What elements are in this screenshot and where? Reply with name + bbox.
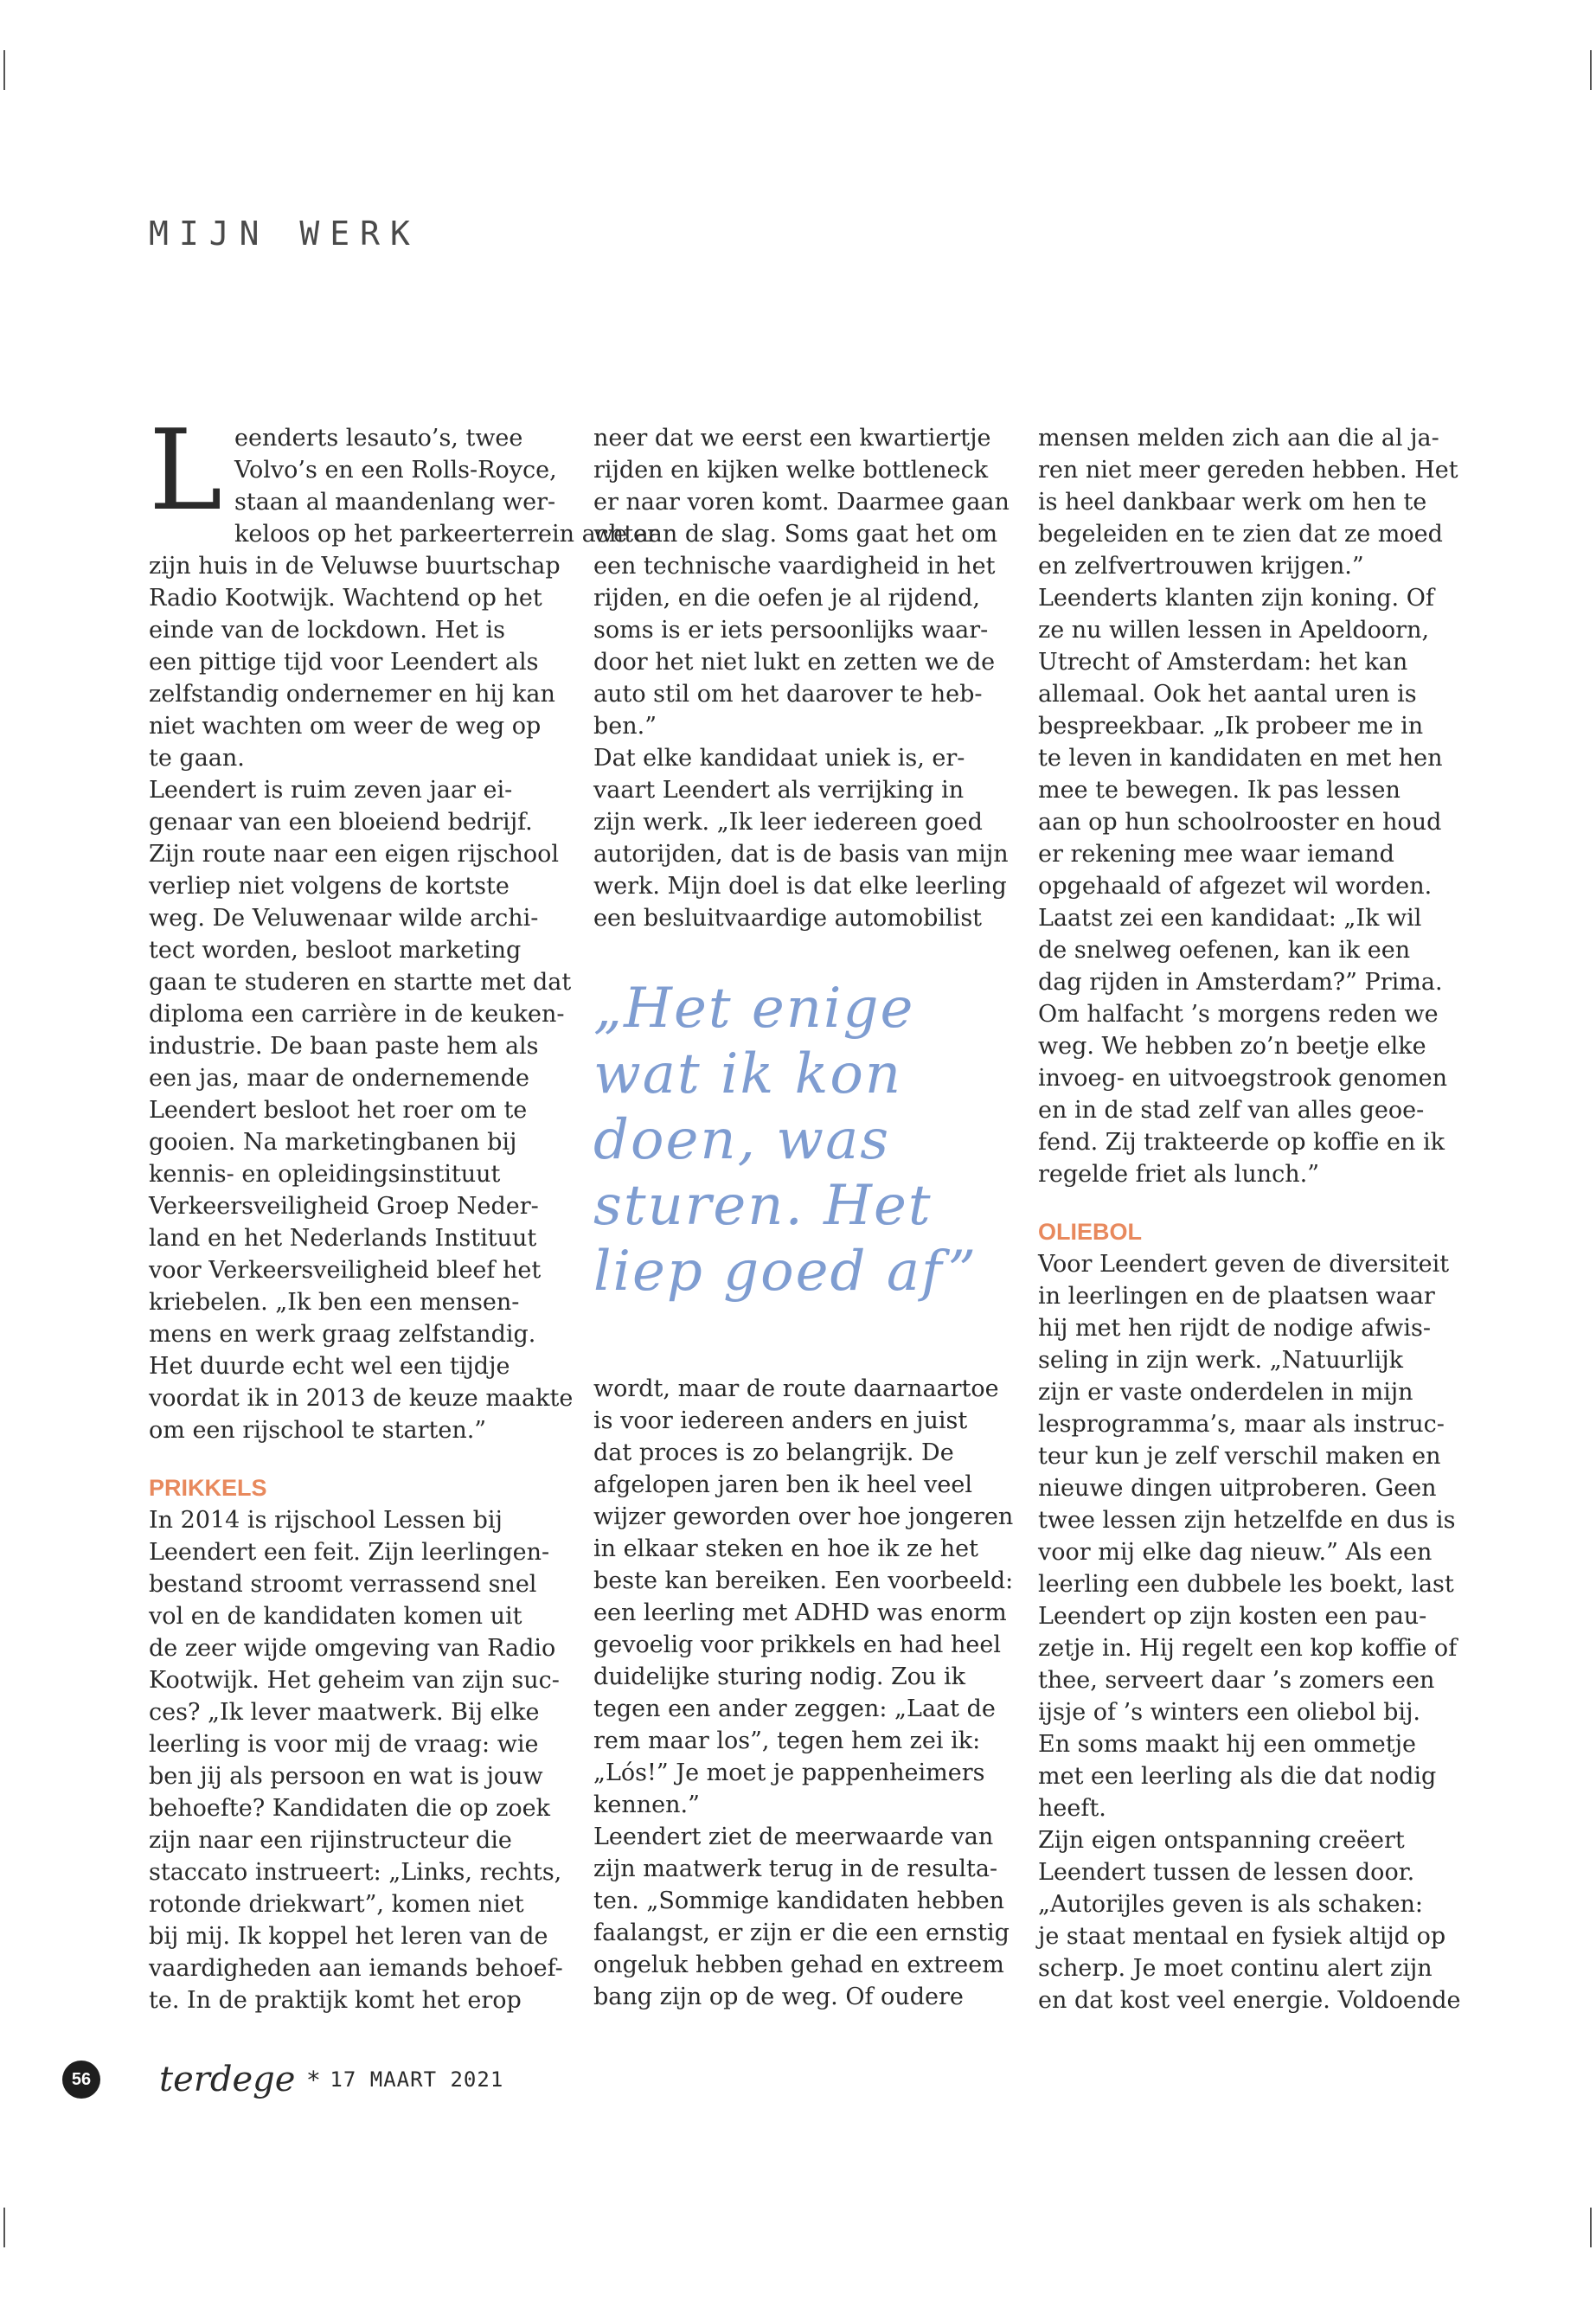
text-line: Voor Leendert geven de diversiteit (1038, 1251, 1450, 1278)
text-line: einde van de lockdown. Het is (149, 617, 506, 644)
text-line: zelfstandig ondernemer en hij kan (149, 681, 555, 708)
text-line: Zijn route naar een eigen rijschool (149, 841, 559, 868)
text-line: om een rijschool te starten.” (149, 1417, 487, 1444)
text-line: een jas, maar de ondernemende (149, 1065, 529, 1092)
article-column-2 (593, 422, 1012, 934)
asterisk-icon: * (307, 2065, 320, 2094)
page-number: 56 (62, 2061, 100, 2099)
text-line: begeleiden en te zien dat ze moed (1038, 521, 1443, 548)
text-line: gevoelig voor prikkels en had heel (593, 1631, 1002, 1658)
text-line: ces? „Ik lever maatwerk. Bij elke (149, 1699, 540, 1726)
pull-quote-line: wat ik kon (593, 1042, 903, 1106)
text-line: zijn naar een rijinstructeur die (149, 1827, 512, 1854)
magazine-logo: terdege (159, 2060, 296, 2099)
text-line: in elkaar steken en hoe ik ze het (593, 1535, 978, 1562)
text-line: mens en werk graag zelfstandig. (149, 1321, 536, 1348)
text-line: niet wachten om weer de weg op (149, 713, 542, 740)
text-line: werk. Mijn doel is dat elke leerling (593, 873, 1007, 900)
text-line: bij mij. Ik koppel het leren van de (149, 1923, 548, 1950)
text-line: diploma een carrière in de keuken- (149, 1001, 565, 1028)
text-line: ben jij als persoon en wat is jouw (149, 1763, 543, 1790)
text-line: wijzer geworden over hoe jongeren (593, 1503, 1014, 1530)
page-footer (62, 2061, 503, 2099)
text-line: je staat mentaal en fysiek altijd op (1038, 1923, 1446, 1950)
text-line: Kootwijk. Het geheim van zijn suc- (149, 1667, 560, 1694)
text-line: afgelopen jaren ben ik heel veel (593, 1471, 973, 1498)
text-line: regelde friet als lunch.” (1038, 1161, 1320, 1188)
text-line: te gaan. (149, 745, 245, 772)
text-line: Laatst zei een kandidaat: „Ik wil (1038, 905, 1422, 932)
text-line: zetje in. Hij regelt een kop koffie of (1038, 1635, 1458, 1662)
text-line: de snelweg oefenen, kan ik een (1038, 937, 1411, 964)
text-line: vaart Leendert als verrijking in (593, 777, 965, 804)
text-line: voor Verkeersveiligheid bleef het (149, 1257, 542, 1284)
text-line: er rekening mee waar iemand (1038, 841, 1394, 868)
text-line: mensen melden zich aan die al ja- (1038, 425, 1439, 452)
text-line: rotonde driekwart”, komen niet (149, 1891, 524, 1918)
text-line: er naar voren komt. Daarmee gaan (593, 489, 1010, 516)
text-line: wordt, maar de route daarnaartoe (593, 1375, 999, 1402)
text-line: dag rijden in Amsterdam?” Prima. (1038, 969, 1443, 996)
text-line: zijn maatwerk terug in de resulta- (593, 1856, 998, 1882)
text-line: bespreekbaar. „Ik probeer me in (1038, 713, 1424, 740)
text-line: scherp. Je moet continu alert zijn (1038, 1955, 1433, 1982)
text-line: Leendert ziet de meerwaarde van (593, 1823, 994, 1850)
text-line: seling in zijn werk. „Natuurlijk (1038, 1347, 1403, 1374)
drop-cap: L (149, 407, 222, 535)
text-line: te leven in kandidaten en met hen (1038, 745, 1443, 772)
text-line: hij met hen rijdt de nodige afwis- (1038, 1315, 1432, 1342)
text-line: genaar van een bloeiend bedrijf. (149, 809, 533, 836)
text-line: tegen een ander zeggen: „Laat de (593, 1695, 996, 1722)
text-line: ren niet meer gereden hebben. Het (1038, 457, 1458, 484)
crop-mark-top-right (1590, 50, 1592, 90)
text-line: en dat kost veel energie. Voldoende (1038, 1987, 1461, 2014)
text-line: soms is er iets persoonlijks waar- (593, 617, 989, 644)
text-line: land en het Nederlands Instituut (149, 1225, 537, 1252)
text-line: autorijden, dat is de basis van mijn (593, 841, 1009, 868)
text-line: zijn huis in de Veluwse buurtschap (149, 553, 561, 580)
text-line: Leendert tussen de lessen door. (1038, 1859, 1415, 1886)
text-line: een besluitvaardige automobilist (593, 905, 983, 932)
text-line: staan al maandenlang wer- (234, 489, 556, 516)
pull-quote-line: sturen. Het (593, 1174, 933, 1238)
text-line: gaan te studeren en startte met dat (149, 969, 572, 996)
text-line: behoefte? Kandidaten die op zoek (149, 1795, 550, 1822)
text-line: Radio Kootwijk. Wachtend op het (149, 585, 542, 612)
text-line: rem maar los”, tegen hem zei ik: (593, 1727, 981, 1754)
text-line: Leendert een feit. Zijn leerlingen- (149, 1539, 550, 1566)
text-line: faalangst, er zijn er die een ernstig (593, 1920, 1010, 1946)
subhead-prikkels: PRIKKELS (149, 1475, 267, 1501)
section-title: MIJN WERK (149, 215, 420, 253)
text-line: mee te bewegen. Ik pas lessen (1038, 777, 1401, 804)
text-line: allemaal. Ook het aantal uren is (1038, 681, 1417, 708)
text-line: neer dat we eerst een kwartiertje (593, 425, 991, 452)
text-line: duidelijke sturing nodig. Zou ik (593, 1663, 966, 1690)
text-line: kennis- en opleidingsinstituut (149, 1161, 501, 1188)
text-line: bestand stroomt verrassend snel (149, 1571, 537, 1598)
text-line: „Lós!” Je moet je pappenheimers (593, 1759, 985, 1786)
column-1-text (149, 407, 658, 1446)
column-3a-text (1038, 422, 1458, 1190)
column-1b-text (149, 1504, 567, 2016)
article-column-3 (1038, 422, 1461, 2016)
text-line: keloos op het parkeerterrein achter (234, 521, 658, 548)
text-line: voor mij elke dag nieuw.” Als een (1038, 1539, 1433, 1566)
text-line: Utrecht of Amsterdam: het kan (1038, 649, 1408, 676)
column-3b-text (1038, 1248, 1461, 2016)
text-line: Zijn eigen ontspanning creëert (1038, 1827, 1405, 1854)
text-line: eenderts lesauto’s, twee (234, 425, 523, 452)
text-line: teur kun je zelf verschil maken en (1038, 1443, 1441, 1470)
text-line: en zelfvertrouwen krijgen.” (1038, 553, 1364, 580)
text-line: rijden, en die oefen je al rijdend, (593, 585, 981, 612)
text-line: gooien. Na marketingbanen bij (149, 1129, 517, 1156)
text-line: dat proces is zo belangrijk. De (593, 1439, 954, 1466)
text-line: we aan de slag. Soms gaat het om (593, 521, 998, 548)
text-line: leerling is voor mij de vraag: wie (149, 1731, 539, 1758)
text-line: Volvo’s en een Rolls-Royce, (234, 457, 557, 484)
text-line: vol en de kandidaten komen uit (149, 1603, 522, 1630)
text-line: in leerlingen en de plaatsen waar (1038, 1283, 1435, 1310)
text-line: tect worden, besloot marketing (149, 937, 522, 964)
text-line: auto stil om het daarover te heb- (593, 681, 983, 708)
text-line: ben.” (593, 713, 657, 740)
text-line: En soms maakt hij een ommetje (1038, 1731, 1416, 1758)
text-line: lesprogramma’s, maar als instruc- (1038, 1411, 1445, 1438)
text-line: heeft. (1038, 1795, 1106, 1822)
text-line: zijn er vaste onderdelen in mijn (1038, 1379, 1413, 1406)
text-line: vaardigheden aan iemands behoef- (149, 1955, 563, 1982)
text-line: verliep niet volgens de kortste (149, 873, 510, 900)
text-line: invoeg- en uitvoegstrook genomen (1038, 1065, 1448, 1092)
text-line: „Autorijles geven is als schaken: (1038, 1891, 1423, 1918)
text-line: te. In de praktijk komt het erop (149, 1987, 522, 2014)
text-line: Leenderts klanten zijn koning. Of (1038, 585, 1434, 612)
text-line: een pittige tijd voor Leendert als (149, 649, 539, 676)
text-line: zijn werk. „Ik leer iedereen goed (593, 809, 983, 836)
text-line: industrie. De baan paste hem als (149, 1033, 539, 1060)
text-line: en in de stad zelf van alles geoe- (1038, 1097, 1425, 1124)
text-line: In 2014 is rijschool Lessen bij (149, 1507, 503, 1534)
text-line: bang zijn op de weg. Of oudere (593, 1984, 964, 2010)
pull-quote-line: doen, was (593, 1108, 891, 1172)
pull-quote-line: liep goed af” (593, 1240, 978, 1304)
text-line: door het niet lukt en zetten we de (593, 649, 996, 676)
pull-quote-line: „Het enige (593, 977, 915, 1041)
column-2b-text (593, 1373, 1012, 2013)
article-column-2b (593, 1373, 1012, 2013)
crop-mark-top-left (3, 50, 5, 90)
text-line: nieuwe dingen uitproberen. Geen (1038, 1475, 1437, 1502)
text-line: ijsje of ’s winters een oliebol bij. (1038, 1699, 1421, 1726)
crop-mark-bottom-right (1590, 2208, 1592, 2247)
issue-date: 17 MAART 2021 (330, 2067, 504, 2092)
text-line: een technische vaardigheid in het (593, 553, 996, 580)
text-line: Leendert is ruim zeven jaar ei- (149, 777, 513, 804)
text-line: ongeluk hebben gehad en extreem (593, 1952, 1004, 1978)
text-line: rijden en kijken welke bottleneck (593, 457, 989, 484)
text-line: ze nu willen lessen in Apeldoorn, (1038, 617, 1430, 644)
subhead-oliebol: OLIEBOL (1038, 1219, 1142, 1245)
text-line: Leendert op zijn kosten een pau- (1038, 1603, 1427, 1630)
text-line: met een leerling als die dat nodig (1038, 1763, 1437, 1790)
text-line: beste kan bereiken. Een voorbeeld: (593, 1567, 1014, 1594)
text-line: een leerling met ADHD was enorm (593, 1599, 1007, 1626)
text-line: Leendert besloot het roer om te (149, 1097, 528, 1124)
text-line: weg. De Veluwenaar wilde archi- (149, 905, 539, 932)
text-line: thee, serveert daar ’s zomers een (1038, 1667, 1435, 1694)
text-line: fend. Zij trakteerde op koffie en ik (1038, 1129, 1445, 1156)
text-line: de zeer wijde omgeving van Radio (149, 1635, 556, 1662)
text-line: Om halfacht ’s morgens reden we (1038, 1001, 1439, 1028)
text-line: kennen.” (593, 1791, 700, 1818)
text-line: twee lessen zijn hetzelfde en dus is (1038, 1507, 1456, 1534)
text-line: Het duurde echt wel een tijdje (149, 1353, 510, 1380)
pull-quote (593, 976, 1009, 1304)
text-line: ten. „Sommige kandidaten hebben (593, 1888, 1005, 1914)
column-2a-text (593, 422, 1012, 934)
text-line: is voor iedereen anders en juist (593, 1407, 968, 1434)
text-line: Verkeersveiligheid Groep Neder- (149, 1193, 539, 1220)
text-line: voordat ik in 2013 de keuze maakte (149, 1385, 574, 1412)
text-line: leerling een dubbele les boekt, last (1038, 1571, 1454, 1598)
text-line: weg. We hebben zo’n beetje elke (1038, 1033, 1426, 1060)
text-line: is heel dankbaar werk om hen te (1038, 489, 1427, 516)
text-line: opgehaald of afgezet wil worden. (1038, 873, 1433, 900)
crop-mark-bottom-left (3, 2208, 5, 2247)
text-line: aan op hun schoolrooster en houd (1038, 809, 1442, 836)
text-line: kriebelen. „Ik ben een mensen- (149, 1289, 520, 1316)
text-line: Dat elke kandidaat uniek is, er- (593, 745, 965, 772)
text-line: staccato instrueert: „Links, rechts, (149, 1859, 562, 1886)
